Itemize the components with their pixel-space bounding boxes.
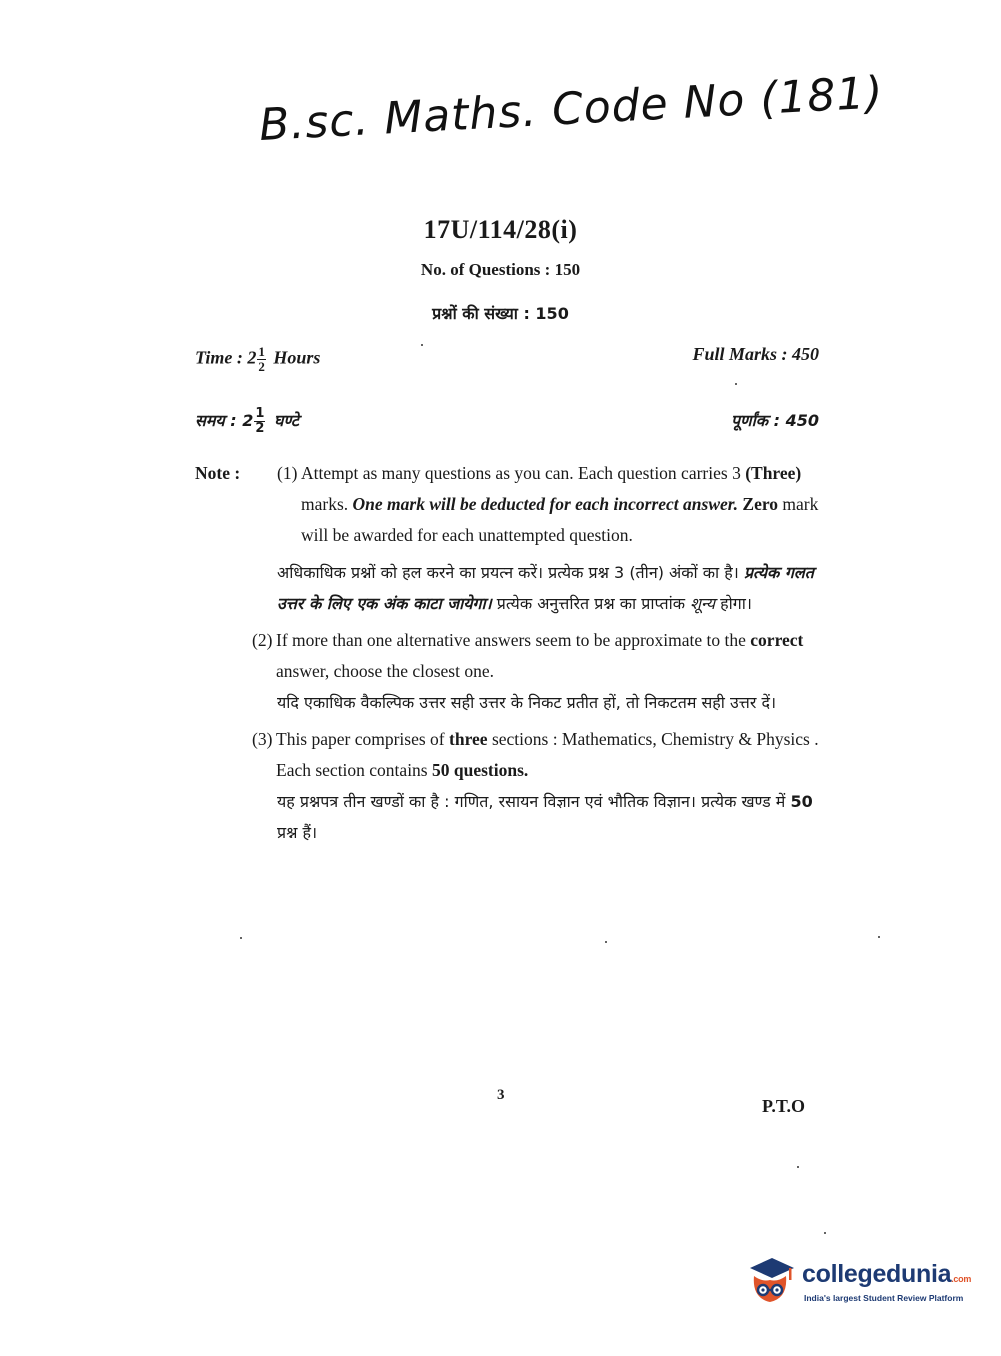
note-1-hi-text-1: अधिकाधिक प्रश्नों को हल करने का प्रयत्न करें। प्रत्येक प्रश्न 3 (तीन) अंकों का है।: [277, 563, 744, 582]
note-2-hi: यदि एकाधिक वैकल्पिक उत्तर सही उत्तर के निकट प्रतीत हों, तो निकटतम सही उत्तर दें।: [277, 693, 777, 712]
note-1-en-penalty: One mark will be deducted for each incorrect answer.: [352, 494, 739, 514]
page-number: 3: [497, 1087, 505, 1103]
note-3: [195, 724, 825, 786]
note-2-en-bold: correct: [750, 630, 804, 650]
note-2-en-text-2: answer, choose the closest one.: [276, 661, 494, 681]
note-2: [195, 625, 825, 687]
scan-speck: [735, 383, 737, 385]
note-3-hi-text-1: यह प्रश्नपत्र तीन खण्डों का है : गणित, रसायन विज्ञान एवं भौतिक विज्ञान। प्रत्येक खण्ड में: [277, 792, 791, 811]
logo-name-text: collegedunia: [802, 1260, 952, 1288]
note-3-en-text-1: This paper comprises of: [276, 729, 450, 749]
time-hi: [195, 405, 299, 436]
note-1-hi-penalty: प्रत्येक गलत उत्तर के लिए एक अंक काटा जायेगा।: [277, 563, 814, 613]
note-2-number: (2): [252, 630, 273, 650]
handwritten-header: B.sc. Maths. Code No (181): [257, 67, 885, 151]
note-1: [195, 458, 825, 551]
note-1-en-bold-1: (Three): [745, 463, 802, 483]
scan-speck: [797, 1166, 799, 1168]
time-en-unit: Hours: [273, 347, 321, 368]
collegedunia-logo: [742, 1250, 972, 1312]
paper-code: 17U/114/28(i): [423, 215, 578, 244]
note-1-en: [301, 458, 825, 551]
note-2-en-text-1: If more than one alternative answers seem to be approximate to the: [276, 630, 751, 650]
note-1-hi: [195, 557, 825, 619]
scan-speck: [240, 937, 242, 939]
time-en: [195, 345, 320, 374]
logo-dotcom: .com: [951, 1274, 972, 1284]
scan-speck: [421, 344, 423, 346]
time-en-num: 1: [258, 344, 265, 359]
time-hi-num: 1: [255, 406, 265, 421]
time-en-label: Time : 2: [195, 347, 257, 368]
full-marks-en: Full Marks : 450: [692, 344, 819, 364]
time-hi-unit: घण्टे: [273, 411, 299, 430]
note-1-en-text-1: Attempt as many questions as you can. Each question carries 3: [301, 463, 741, 483]
note-1-number: (1): [277, 463, 298, 483]
note-1-hi-text-2: प्रत्येक अनुत्तरित प्रश्न का प्राप्तांक: [491, 594, 691, 613]
note-3-hi-bold: 50: [790, 792, 813, 811]
note-1-en-bold-2: Zero: [742, 494, 779, 514]
note-1-hi-text-3: होगा।: [714, 594, 752, 613]
note-2-en: [276, 625, 825, 687]
note-label: Note :: [195, 463, 241, 483]
mascot-icon: [742, 1252, 798, 1308]
note-1-en-text-4: mark will be awarded for each unattempted question.: [301, 494, 819, 545]
note-3-hi: [195, 786, 825, 848]
time-hi-den: 2: [255, 421, 265, 436]
question-count-hi: प्रश्नों की संख्या : 150: [432, 304, 569, 323]
time-en-fraction: [257, 345, 266, 374]
question-count-en: No. of Questions : 150: [420, 260, 581, 279]
full-marks-hi: पूर्णांक : 450: [730, 411, 819, 430]
note-3-hi-text-2: प्रश्न हैं।: [277, 823, 318, 842]
instructions: [195, 458, 825, 848]
note-1-hi-zero: शून्य: [690, 594, 715, 613]
note-3-en-text-2: sections : Mathematics, Chemistry & Physics . Each section contains: [276, 729, 819, 780]
note-3-en: [276, 724, 825, 786]
scan-speck: [824, 1232, 826, 1234]
time-hi-fraction: [254, 407, 265, 436]
note-1-en-text-2: marks.: [301, 494, 353, 514]
note-3-number: (3): [252, 729, 273, 749]
time-hi-label: समय : 2: [195, 411, 254, 430]
time-en-den: 2: [258, 359, 265, 374]
pto-label: P.T.O: [762, 1096, 806, 1116]
note-3-en-bold-1: three: [449, 729, 488, 749]
scan-speck: [878, 936, 880, 938]
logo-name: [802, 1260, 971, 1289]
logo-tagline: India's largest Student Review Platform: [804, 1293, 964, 1303]
note-3-en-bold-2: 50 questions.: [432, 760, 529, 780]
scan-speck: [605, 941, 607, 943]
